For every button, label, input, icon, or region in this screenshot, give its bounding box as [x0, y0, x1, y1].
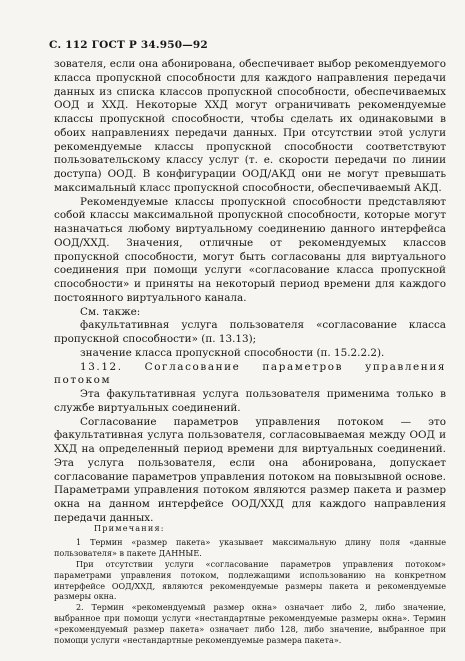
paragraph-flow-control: Согласование параметров управления потоком — это факультативная услуга пользователя, согласовываемая между ООД и ХХД на определенный период времени для виртуальных соединений. Эта услуга пользователя, если она абонирована, допускает согласование параметров управления потоком на повызывной основе. Параметрами управления потоком являются размер пакета и размер окна на данном интерфейсе ООД/ХХД для каждого направления передачи данных. — [54, 415, 446, 524]
see-also-label: См. также: — [80, 305, 141, 318]
paragraph-bandwidth-selection: зователя, если она абонирована, обеспечивает выбор рекомендуемого класса пропускной способности для каждого направления передачи данных из списка классов пропускной способности, обеспечиваемых ООД и ХХД. Некоторые ХХД могут ограничивать рекомендуемые классы пропускной способности, чтобы сделать их одинаковыми в обоих направлениях передачи данных. При отсутствии этой услуги рекомендуемые классы пропускной способности соответствуют пользовательскому классу услуг (т. е. скорости передачи по линии доступа) ООД. В конфигурации ООД/АКД они не могут превышать максимальный класс пропускной способности, обеспечиваемый АКД. — [54, 58, 446, 194]
section-heading-13-12: 13.12. Согласование параметров управления потоком — [54, 360, 446, 387]
paragraph-facility-scope: Эта факультативная услуга пользователя применима только в службе виртуальных соединений. — [54, 388, 446, 414]
notes-block — [54, 523, 446, 646]
note-item: 2. Термин «рекомендуемый размер окна» означает либо 2, либо значение, выбранное при помощи услуги «нестандартные рекомендуемые размеры окна». Термин «рекомендуемый размер пакета» означает либо 128, либо значение, выбранное при помощи услуги «нестандартные рекомендуемые размера пакета». — [54, 602, 446, 646]
notes-title: Примечания: — [94, 523, 165, 533]
note-item: При отсутствии услуги «согласование параметров управления потоком» параметрами управления потоком, подлежащими использованию на конкретном интерфейсе ООД/ХХД, являются рекомендуемые размеры пакета и рекомендуемые размеры окна. — [54, 558, 446, 602]
page-number: С. 112 — [49, 39, 88, 51]
note-item: 1 Термин «размер пакета» указывает максимальную длину поля «данные пользователя» в пакете ДАННЫЕ. — [54, 536, 446, 558]
paragraph-recommended-classes: Рекомендуемые классы пропускной способности представляют собой классы максимальной пропускной способности, которые могут назначаться любому виртуальному соединению данного интерфейса ООД/ХХД. Значения, отличные от рекомендуемых классов пропускной способности, могут быть согласованы для виртуального соединения при помощи услуги «согласование класса пропускной способности» и приняты на некоторый период времени для каждого постоянного виртуального канала. — [54, 195, 446, 304]
see-also-item-2: значение класса пропускной способности (п. 15.2.2.2). — [80, 346, 385, 359]
standard-code: ГОСТ Р 34.950—92 — [91, 39, 208, 51]
see-also-item-1: факультативная услуга пользователя «согласование класса пропускной способности» (п. 13.13); — [54, 319, 446, 345]
page-header — [49, 39, 208, 51]
main-text — [54, 58, 446, 526]
